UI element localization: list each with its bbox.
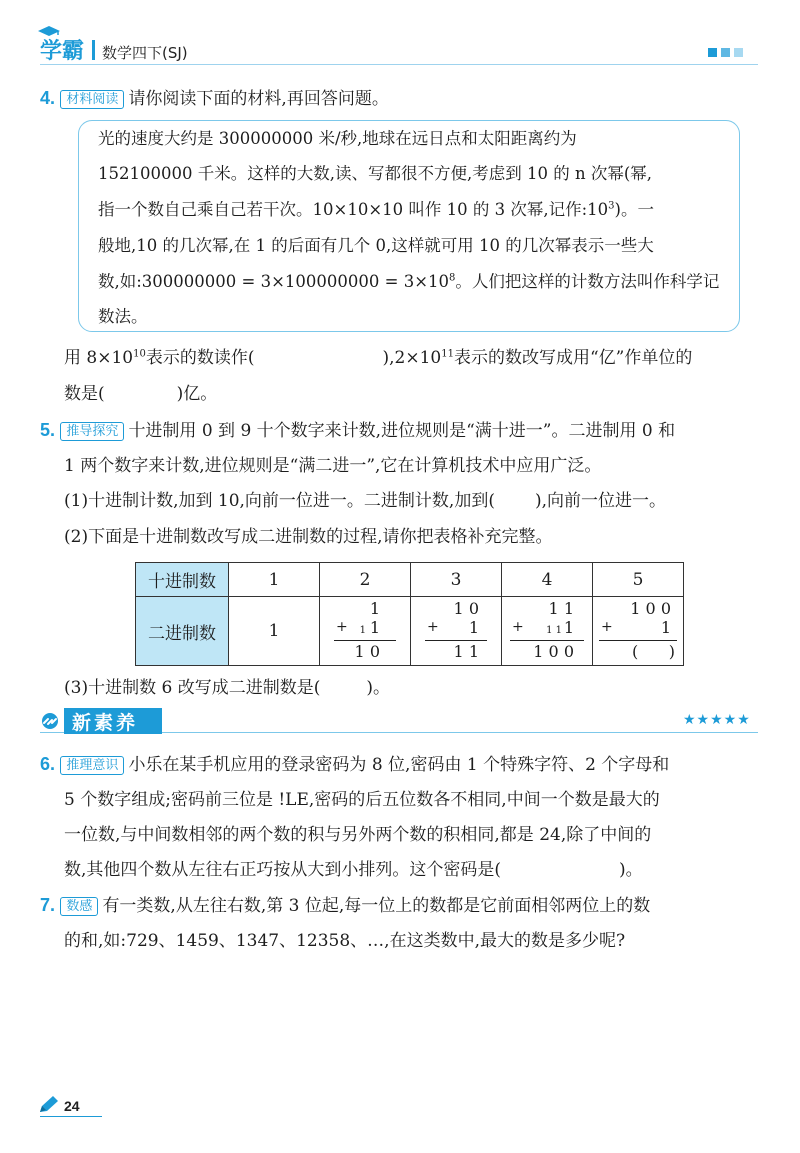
table-cell: 1 1 + 1 1 1 1 0 0 [502,597,593,666]
page-number: 24 [64,1098,80,1114]
header-rule [40,64,758,65]
question-5-sub2: (2)下面是十进制数改写成二进制数的过程,请你把表格补充完整。 [64,527,553,547]
book-title: 数学四下(SJ) [102,44,188,62]
material-line: 数法。 [98,307,148,326]
question-7-line: 7. 数感 有一类数,从左往右数,第 3 位起,每一位上的数都是它前面相邻两位上的数 [40,895,651,916]
header-divider [92,40,95,60]
question-4-ask: 用 $8\times 10^{10}$表示的数读作( )$,2\times 10^{11}$表示的数改写成用“亿”作单位的 [64,348,693,368]
question-number: 6. [40,754,56,774]
header-square-icon [708,48,717,57]
footer-rule [40,1116,102,1117]
question-5-sub3: (3)十进制数 6 改写成二进制数是( )。 [64,678,390,698]
question-4-ask-2: 数是( )亿。 [64,384,218,404]
pencil-icon [38,1094,60,1114]
question-5-line: 1 两个数字来计数,进位规则是“满二进一”,它在计算机技术中应用广泛。 [64,456,602,476]
question-number: 7. [40,895,56,915]
material-line: 152100000 千米。这样的大数,读、写都很不方便,考虑到 10 的 n 次幂(幂, [98,164,652,183]
question-number: 5. [40,420,56,440]
brand-logo: 学霸 [40,39,85,64]
question-4-heading [40,86,389,111]
answer-blank[interactable]: ( ) [632,642,675,661]
table-cell: 3 [411,563,502,597]
table-cell: 4 [502,563,593,597]
table-cell: 5 [593,563,684,597]
difficulty-stars-icon: ★★★★★ [683,712,751,728]
question-tag: 材料阅读 [60,90,124,109]
question-5-line: 5. 推导探究 十进制用 0 到 9 十个数字来计数,进位规则是“满十进一”。二进制用 0 和 [40,420,676,441]
material-line: 光的速度大约是 300000000 米/秒,地球在远日点和太阳距离约为 [98,129,577,148]
question-6-line: 6. 推理意识 小乐在某手机应用的登录密码为 8 位,密码由 1 个特殊字符、2 个字母和 [40,754,670,775]
table-cell: 1 0 + 1 1 1 [411,597,502,666]
question-number: 4. [40,88,56,108]
table-cell: 1 [229,597,320,666]
row-header: 二进制数 [136,597,229,666]
question-tag: 推导探究 [60,422,124,441]
question-6-line: 一位数,与中间数相邻的两个数的积与另外两个数的积相同,都是 24,除了中间的 [64,825,652,845]
header-square-icon [734,48,743,57]
row-header: 十进制数 [136,563,229,597]
decimal-binary-table [135,562,684,666]
question-tag: 推理意识 [60,756,124,775]
reading-material-box [78,120,740,332]
question-tag: 数感 [60,897,98,916]
table-cell: 1 [229,563,320,597]
question-6-line: 数,其他四个数从左往右正巧按从大到小排列。这个密码是( )。 [64,860,643,880]
link-icon [38,712,62,730]
question-7-line: 的和,如:729、1459、1347、12358、…,在这类数中,最大的数是多少呢? [64,931,626,951]
material-line: 般地,10 的几次幂,在 1 的后面有几个 0,这样就可用 10 的几次幂表示一些大 [98,236,654,255]
question-6-line: 5 个数字组成;密码前三位是 !LE,密码的后五位数各不相同,中间一个数是最大的 [64,790,660,810]
material-line: 指一个数自己乘自己若干次。10×10×10 叫作 10 的 3 次幂,记作$:10^3$)。一 [98,200,654,219]
header-square-icon [721,48,730,57]
material-line: 数,如:300000000 = $3\times 100000000 = 3\times 10^8$。人们把这样的计数方法叫作科学记 [98,272,720,291]
section-title: 新素养 [72,712,139,734]
table-cell: 1 0 0 + 1 ( ) [593,597,684,666]
table-cell: 1 + 1 1 1 0 [320,597,411,666]
question-5-sub1: (1)十进制计数,加到 10,向前一位进一。二进制计数,加到( ),向前一位进一。 [64,491,667,511]
question-prompt: 请你阅读下面的材料,再回答问题。 [128,89,389,109]
table-cell: 2 [320,563,411,597]
